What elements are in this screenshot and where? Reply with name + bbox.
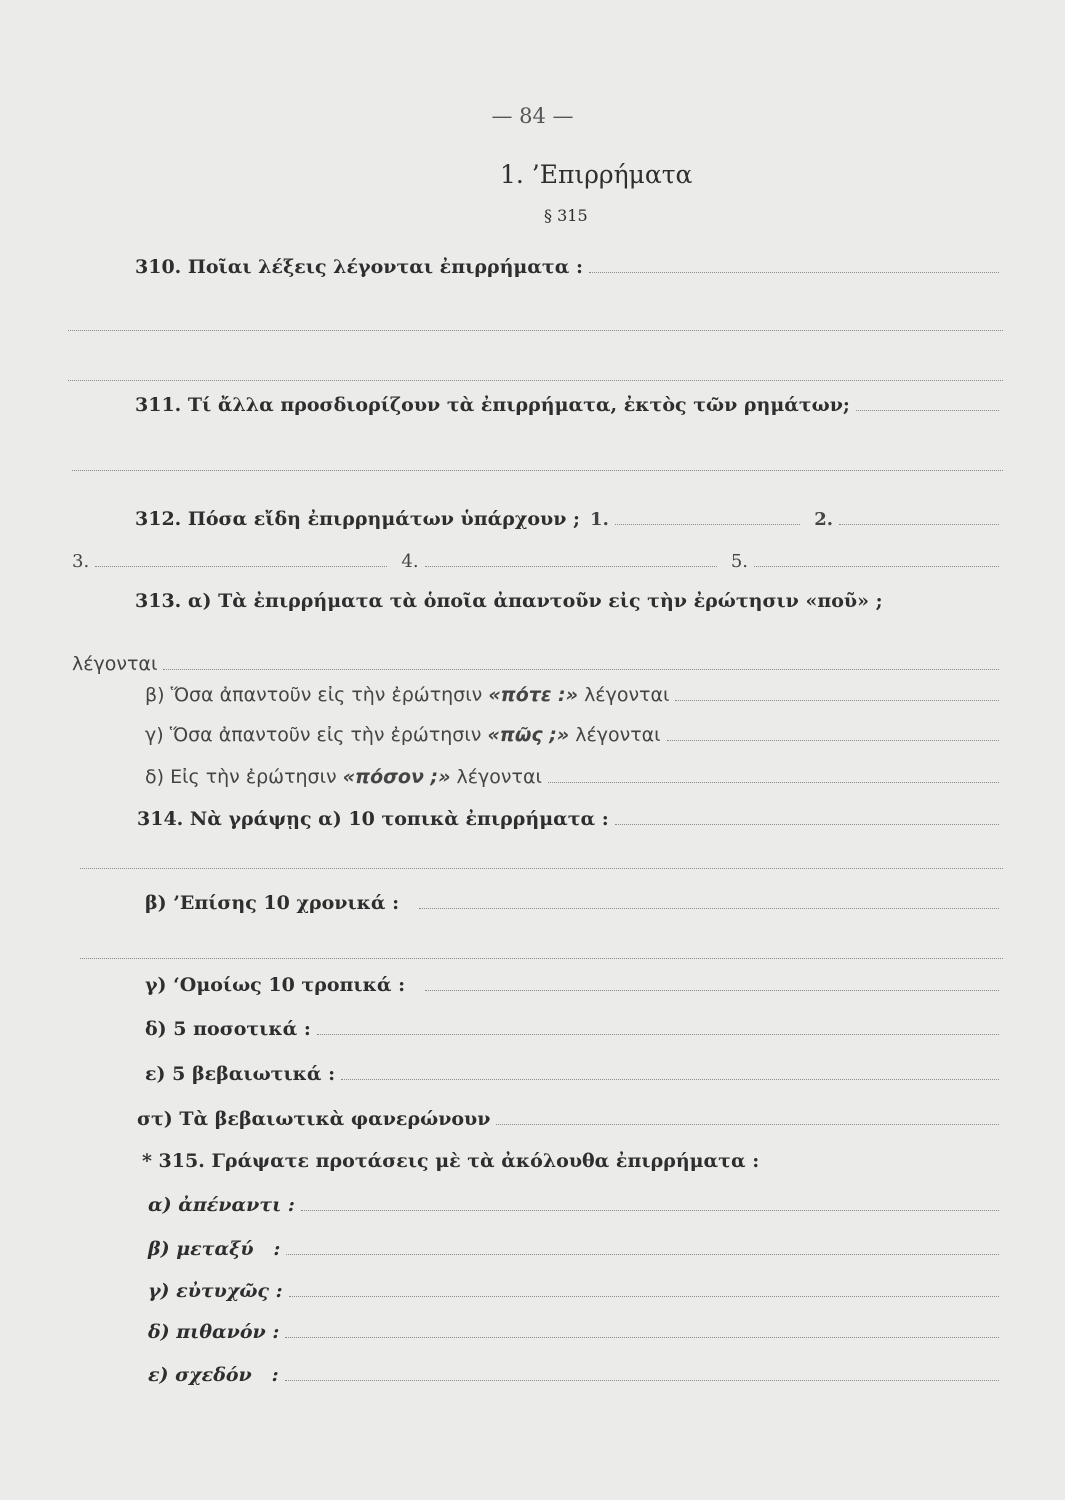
label: β) ’Επίσης 10 χρονικά : <box>145 892 400 914</box>
label: δ) πιθανόν : <box>148 1321 280 1343</box>
question-word: «πότε :» <box>488 684 579 706</box>
question-312-cont <box>72 542 1003 572</box>
answer-blank[interactable] <box>589 272 999 273</box>
label: ε) σχεδόν : <box>148 1364 279 1386</box>
blank-number: 1. <box>590 509 609 530</box>
question-313c <box>145 716 1003 746</box>
label: στ) Τὰ βεβαιωτικὰ φανερώνουν <box>137 1108 491 1130</box>
question-313d <box>145 758 1003 788</box>
question-315 <box>142 1142 1003 1172</box>
question-315-item <box>148 1186 1003 1216</box>
label: * 315. Γράψατε προτάσεις μὲ τὰ ἀκόλουθα ἐπιρρήματα : <box>142 1150 760 1172</box>
answer-blank[interactable] <box>95 566 387 567</box>
answer-blank[interactable] <box>286 1254 999 1255</box>
question-313a-label: 313. α) Τὰ ἐπιρρήματα τὰ ὁποῖα ἀπαντοῦν εἰς τὴν ἐρώτησιν «ποῦ» ; <box>135 590 883 612</box>
question-315-item <box>148 1272 1003 1302</box>
question-315-item <box>148 1356 1003 1386</box>
answer-blank[interactable] <box>675 700 999 701</box>
answer-blank[interactable] <box>615 824 999 825</box>
question-312-label: 312. Πόσα εἴδη ἐπιρρημάτων ὑπάρχουν ; <box>135 508 581 530</box>
label: δ) 5 ποσοτικά : <box>145 1018 311 1040</box>
answer-blank[interactable] <box>80 958 1003 959</box>
answer-blank[interactable] <box>163 669 999 670</box>
page-number: — 84 — <box>491 104 574 128</box>
answer-blank[interactable] <box>72 470 1003 471</box>
label: λέγονται <box>456 766 542 788</box>
answer-blank[interactable] <box>548 782 999 783</box>
answer-blank[interactable] <box>667 740 999 741</box>
question-314e <box>145 1055 1003 1085</box>
question-312 <box>135 500 1003 530</box>
label: ε) 5 βεβαιωτικά : <box>145 1063 336 1085</box>
answer-blank[interactable] <box>80 868 1003 869</box>
label: γ) ‘Ομοίως 10 τροπικά : <box>145 974 406 996</box>
question-314a <box>137 800 1003 830</box>
answer-blank[interactable] <box>341 1079 999 1080</box>
question-311 <box>135 386 1003 416</box>
label: δ) Εἰς τὴν ἐρώτησιν <box>145 766 337 788</box>
question-314d <box>145 1010 1003 1040</box>
blank-number: 4. <box>401 551 419 572</box>
label: 314. Νὰ γράψῃς α) 10 τοπικὰ ἐπιρρήματα : <box>137 808 609 830</box>
question-310-label: 310. Ποῖαι λέξεις λέγονται ἐπιρρήματα : <box>135 256 583 278</box>
answer-blank[interactable] <box>301 1210 999 1211</box>
label: γ) εὐτυχῶς : <box>148 1280 283 1302</box>
label: α) ἀπέναντι : <box>148 1194 295 1216</box>
question-word: «πόσον ;» <box>342 766 451 788</box>
label: λέγονται <box>575 724 661 746</box>
question-315-item <box>148 1313 1003 1343</box>
question-313a <box>135 582 1003 612</box>
answer-blank[interactable] <box>496 1124 999 1125</box>
question-word: «πῶς ;» <box>487 724 570 746</box>
answer-blank[interactable] <box>425 566 717 567</box>
answer-blank[interactable] <box>289 1296 999 1297</box>
answer-blank[interactable] <box>419 908 999 909</box>
label: β) Ὅσα ἀπαντοῦν εἰς τὴν ἐρώτησιν <box>145 684 483 706</box>
blank-number: 5. <box>730 551 748 572</box>
answer-blank[interactable] <box>615 524 800 525</box>
question-313b <box>145 676 1003 706</box>
question-315-item <box>148 1230 1003 1260</box>
label: λέγονται <box>584 684 670 706</box>
label: γ) Ὅσα ἀπαντοῦν εἰς τὴν ἐρώτησιν <box>145 724 482 746</box>
answer-blank[interactable] <box>317 1034 999 1035</box>
question-313a-cont <box>72 645 1003 675</box>
blank-number: 3. <box>72 551 90 572</box>
answer-blank[interactable] <box>285 1380 999 1381</box>
chapter-title: 1. ’Επιρρήματα <box>500 160 693 189</box>
question-314f <box>137 1100 1003 1130</box>
answer-blank[interactable] <box>68 330 1003 331</box>
answer-blank[interactable] <box>425 990 999 991</box>
question-314b <box>145 884 1003 914</box>
label: β) μεταξύ : <box>148 1238 281 1260</box>
question-311-label: 311. Τί ἄλλα προσδιορίζουν τὰ ἐπιρρήματα, ἐκτὸς τῶν ρημάτων; <box>135 394 850 416</box>
answer-blank[interactable] <box>68 380 1003 381</box>
question-310 <box>135 248 1003 278</box>
answer-blank[interactable] <box>839 524 999 525</box>
answer-blank[interactable] <box>856 410 999 411</box>
answer-blank[interactable] <box>754 566 999 567</box>
answer-blank[interactable] <box>285 1337 999 1338</box>
question-314c <box>145 966 1003 996</box>
section-ref: § 315 <box>544 206 588 225</box>
label: λέγονται <box>72 653 158 675</box>
blank-number: 2. <box>814 509 833 530</box>
